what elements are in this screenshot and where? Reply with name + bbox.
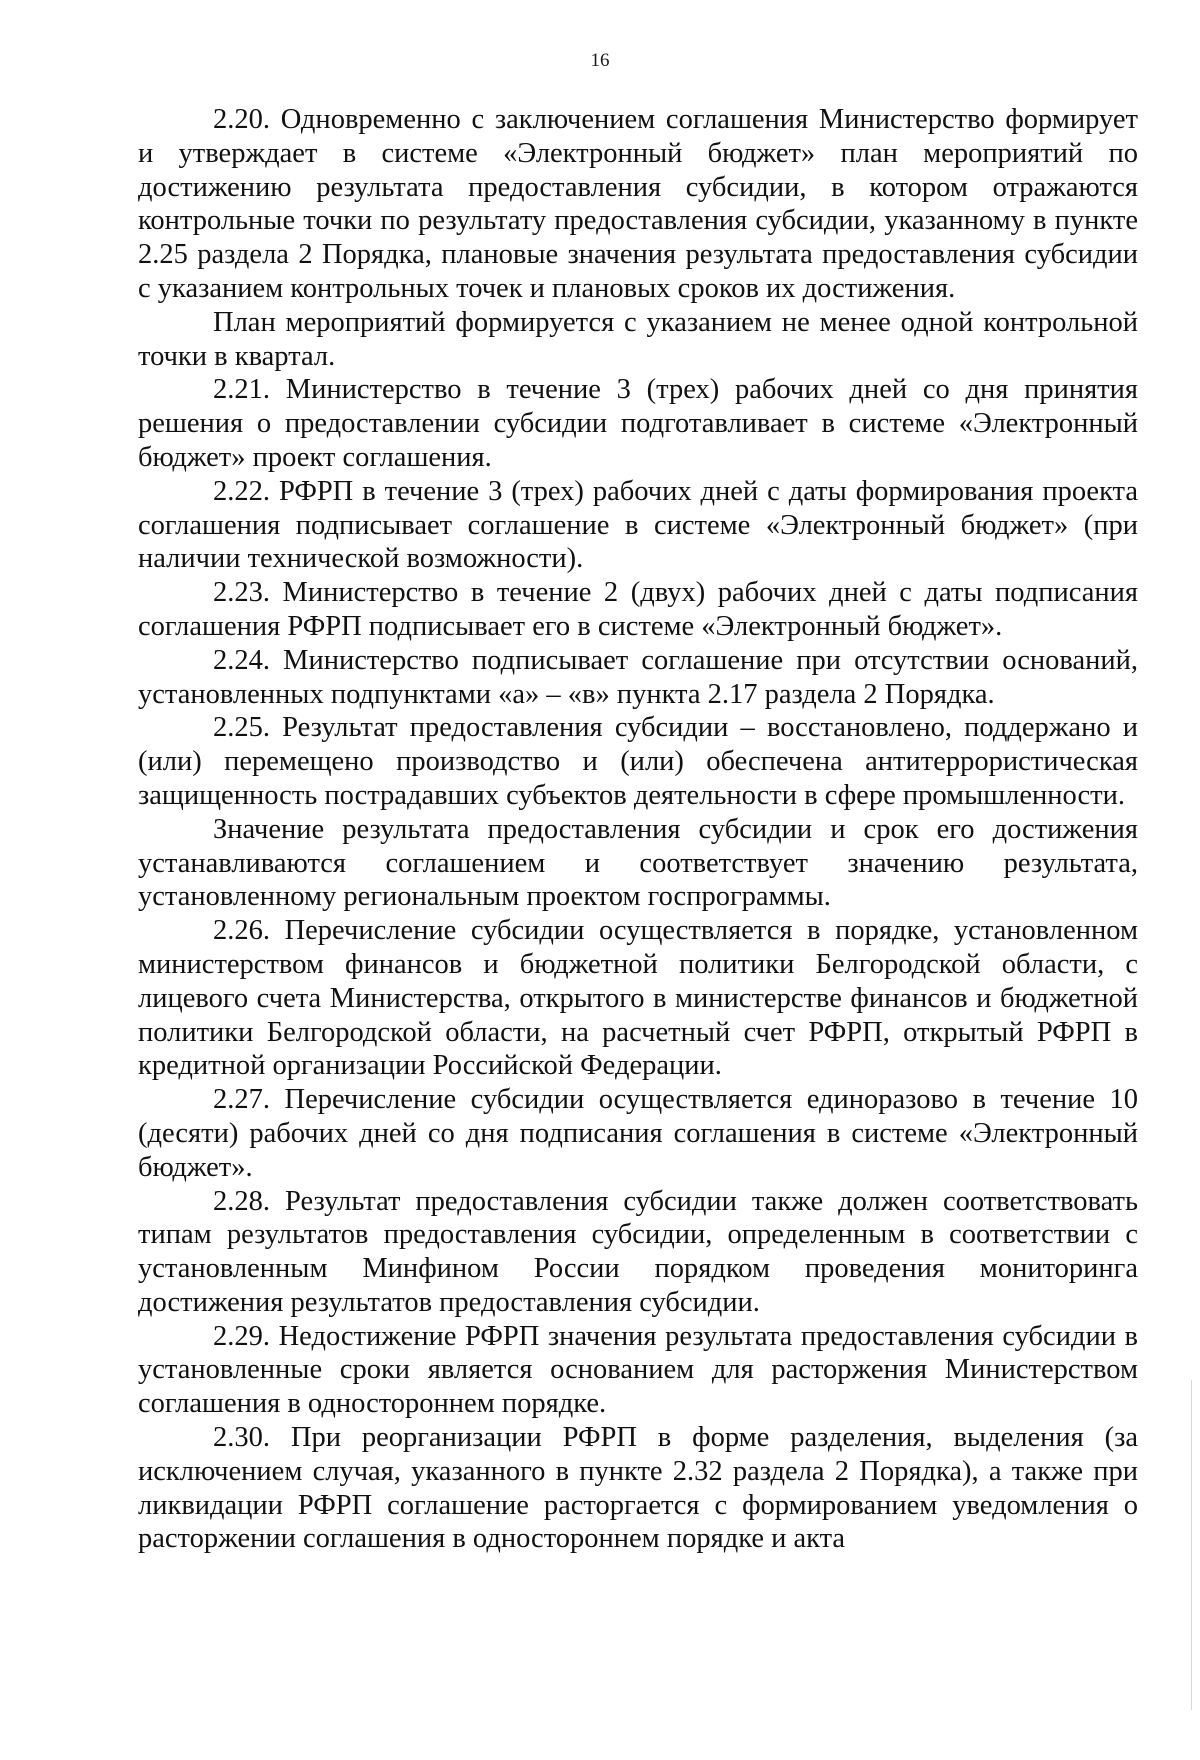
paragraph-2-22: 2.22. РФРП в течение 3 (трех) рабочих дней с даты формирования проекта соглашения подписывает соглашение в системе «Электронный бюджет» (при наличии технической возможности). <box>138 475 1138 575</box>
paragraph-2-20: 2.20. Одновременно с заключением соглашения Министерство формирует и утверждает в системе «Электронный бюджет» план мероприятий по достижению результата предоставления субсидии, в котором отражаются контрольные точки по результату предоставления субсидии, указанному в пункте 2.25 раздела 2 Порядка, плановые значения результата предоставления субсидии с указанием контрольных точек и плановых сроков их достижения. <box>138 104 1138 304</box>
paragraph-2-25: 2.25. Результат предоставления субсидии – восстановлено, поддержано и (или) перемещено производство и (или) обеспечена антитеррористическая защищенность пострадавших субъектов деятельности в сфере промышленности. <box>138 712 1138 811</box>
paragraph-2-29: 2.29. Недостижение РФРП значения результата предоставления субсидии в установленные сроки является основанием для расторжения Министерством соглашения в одностороннем порядке. <box>138 1320 1138 1420</box>
paragraph-plan: План мероприятий формируется с указанием не менее одной контрольной точки в квартал. <box>138 306 1138 372</box>
paragraph-2-27: 2.27. Перечисление субсидии осуществляется единоразово в течение 10 (десяти) рабочих дней со дня подписания соглашения в системе «Электронный бюджет». <box>138 1084 1138 1183</box>
paragraph-2-23: 2.23. Министерство в течение 2 (двух) рабочих дней с даты подписания соглашения РФРП подписывает его в системе «Электронный бюджет». <box>138 577 1138 642</box>
paragraph-2-28: 2.28. Результат предоставления субсидии также должен соответствовать типам результатов предоставления субсидии, определенным в соответствии с установленным Минфином России порядком проведения мониторинга достижения результатов предоставления субсидии. <box>138 1185 1138 1318</box>
page-number: 16 <box>590 50 610 71</box>
document-body <box>138 103 1138 1556</box>
paragraph-2-24: 2.24. Министерство подписывает соглашение при отсутствии оснований, установленных подпунктами «а» – «в» пункта 2.17 раздела 2 Порядка. <box>138 644 1138 710</box>
scan-edge-line <box>1191 1380 1192 1710</box>
paragraph-result-value: Значение результата предоставления субсидии и срок его достижения устанавливаются соглашением и соответствует значению результата, установленному региональным проектом госпрограммы. <box>138 813 1138 913</box>
paragraph-2-30: 2.30. При реорганизации РФРП в форме разделения, выделения (за исключением случая, указанного в пункте 2.32 раздела 2 Порядка), а также при ликвидации РФРП соглашение расторгается с формированием уведомления о расторжении соглашения в одностороннем порядке и акта <box>138 1422 1138 1555</box>
paragraph-2-26: 2.26. Перечисление субсидии осуществляется в порядке, установленном министерством финансов и бюджетной политики Белгородской области, с лицевого счета Министерства, открытого в министерстве финансов и бюджетной политики Белгородской области, на расчетный счет РФРП, открытый РФРП в кредитной организации Российской Федерации. <box>138 915 1138 1082</box>
paragraph-2-21: 2.21. Министерство в течение 3 (трех) рабочих дней со дня принятия решения о предоставлении субсидии подготавливает в системе «Электронный бюджет» проект соглашения. <box>138 374 1138 473</box>
